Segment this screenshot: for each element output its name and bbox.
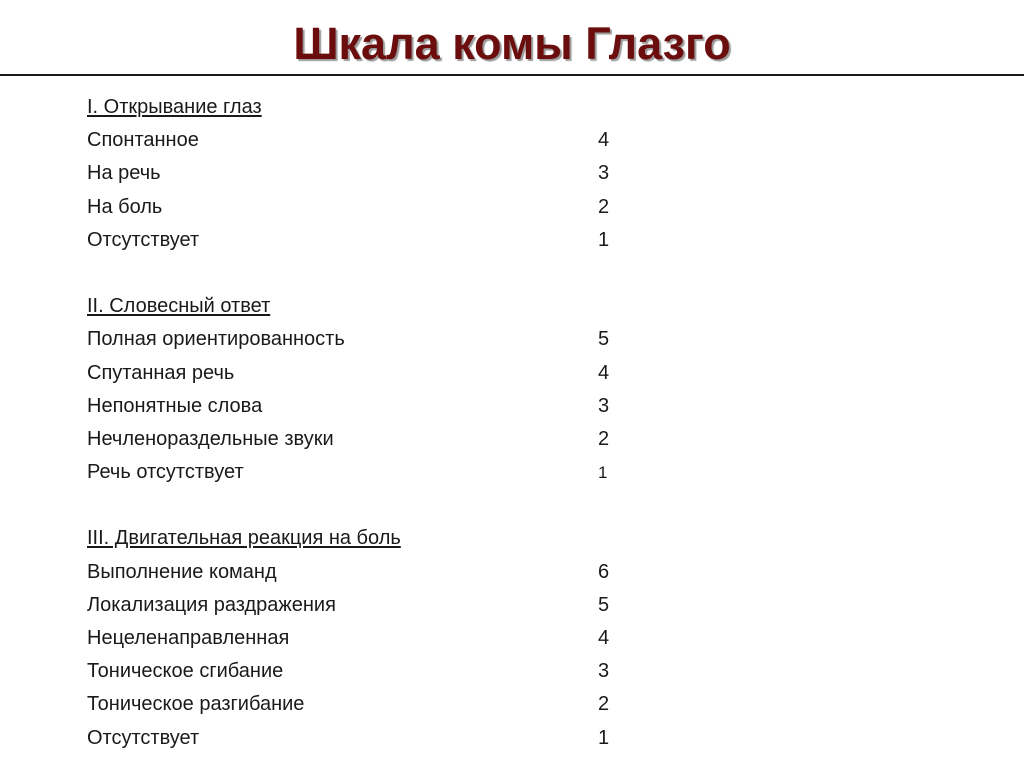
item-score: 4	[598, 129, 610, 152]
item-label: Локализация раздражения	[87, 593, 336, 616]
item-score: 1	[598, 726, 610, 749]
item-score: 2	[598, 427, 610, 450]
item-score: 5	[598, 593, 610, 616]
item-score: 4	[598, 361, 610, 384]
item-score: 3	[598, 660, 610, 683]
item-score: 6	[598, 560, 610, 583]
title-divider	[0, 74, 1024, 76]
section-heading: II. Словесный ответ	[87, 295, 271, 318]
list-item	[87, 390, 627, 423]
section-heading: I. Открывание глаз	[87, 96, 262, 118]
item-label: Спутанная речь	[87, 361, 235, 384]
section-motor-response	[87, 522, 627, 754]
item-label: На речь	[87, 162, 161, 185]
item-label: Тоническое сгибание	[87, 660, 284, 683]
item-label: Выполнение команд	[87, 560, 277, 583]
list-item	[87, 124, 627, 157]
item-score: 1	[598, 463, 608, 483]
item-label: Спонтанное	[87, 129, 199, 152]
list-item	[87, 224, 627, 257]
list-item	[87, 191, 627, 224]
item-label: На боль	[87, 195, 163, 218]
item-score: 4	[598, 627, 610, 649]
list-item	[87, 556, 627, 589]
item-score: 3	[598, 394, 610, 417]
section-eye-opening	[87, 91, 627, 257]
section-verbal-response	[87, 290, 627, 489]
list-item	[87, 456, 627, 489]
scale-list	[87, 91, 627, 755]
list-item	[87, 589, 627, 622]
list-item	[87, 655, 627, 688]
list-item	[87, 157, 627, 190]
item-label: Тоническое разгибание	[87, 693, 305, 716]
section-spacer	[87, 489, 627, 522]
list-item	[87, 323, 627, 356]
list-item	[87, 423, 627, 456]
list-item	[87, 622, 627, 655]
list-item	[87, 688, 627, 721]
section-heading: III. Двигательная реакция на боль	[87, 527, 401, 550]
item-score: 2	[598, 195, 610, 218]
item-score: 1	[598, 228, 610, 251]
item-label: Отсутствует	[87, 228, 200, 251]
item-score: 3	[598, 162, 610, 185]
item-label: Речь отсутствует	[87, 461, 244, 484]
item-label: Нечленораздельные звуки	[87, 427, 334, 450]
item-label: Непонятные слова	[87, 394, 263, 417]
slide-title: Шкала комы Глазго	[293, 18, 731, 69]
section-spacer	[87, 257, 627, 290]
item-score: 2	[598, 693, 610, 716]
list-item	[87, 357, 627, 390]
item-label: Отсутствует	[87, 726, 200, 749]
item-score: 5	[598, 328, 610, 351]
item-label: Нецеленаправленная	[87, 627, 290, 649]
item-label: Полная ориентированность	[87, 328, 345, 351]
list-item	[87, 722, 627, 755]
